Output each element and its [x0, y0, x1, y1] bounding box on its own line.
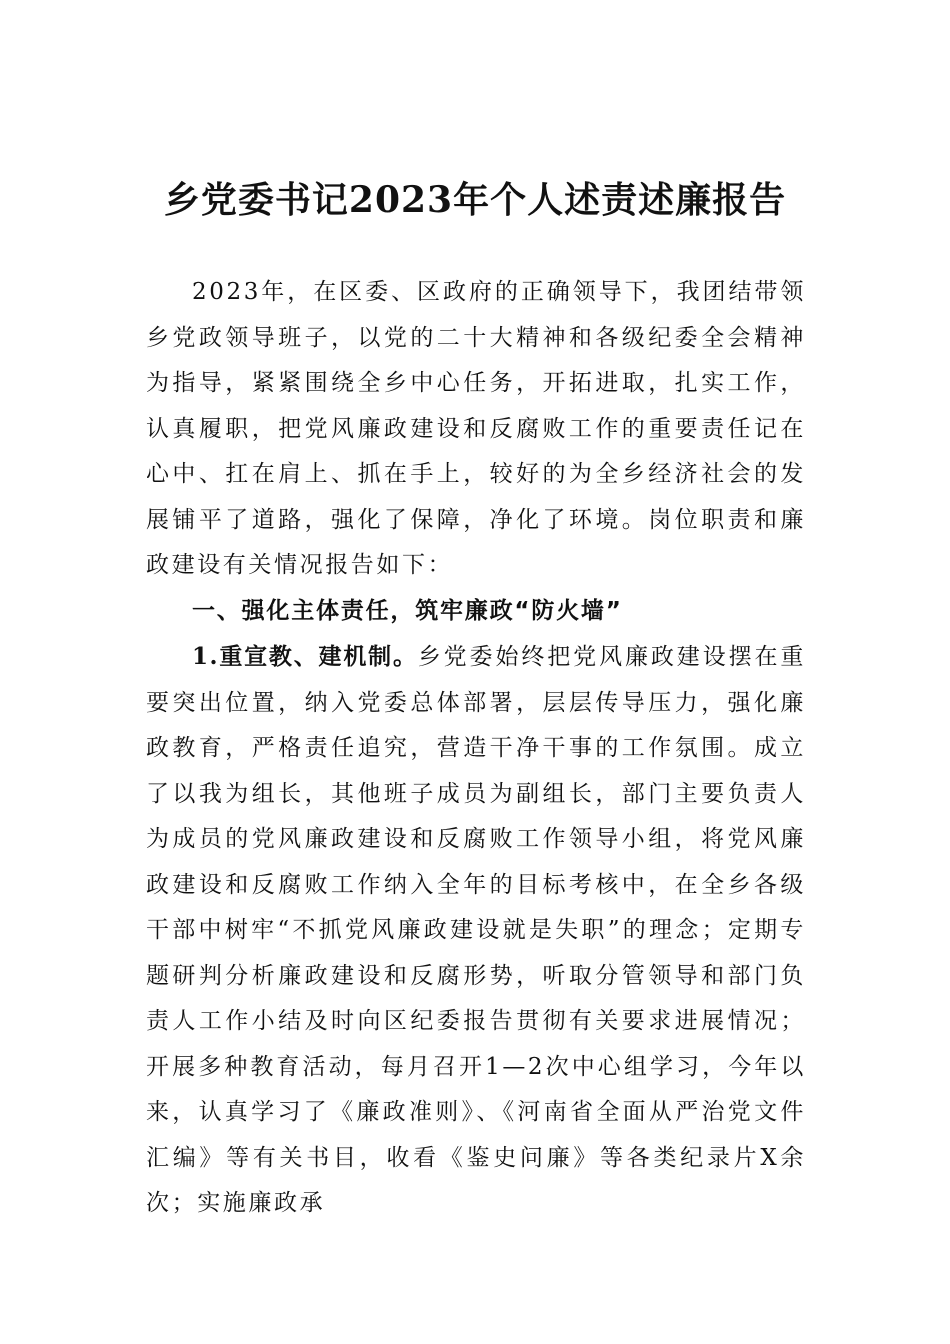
item-text-1: 乡党委始终把党风廉政建设摆在重要突出位置，纳入党委总体部署，层层传导压力，强化廉政教育，严格责任追究，营造干净干事的工作氛围。成立了以我为组长，其他班子成员为副组长，部门主要负责人为成员的党风廉政建设和反腐败工作领导小组，将党风廉政建设和反腐败工作纳入全年的目标考核中，在全乡各级干部中树牢“不抓党风廉政建设就是失职”的理念；定期专题研判分析廉政建设和反腐形势，听取分管领导和部门负责人工作小结及时向区纪委报告贯彻有关要求进展情况；开展多种教育活动，每月召开1—2次中心组学习，今年以来，认真学习了《廉政准则》、《河南省全面从严治党文件汇编》等有关书目，收看《鉴史问廉》等各类纪录片X余次；实施廉政承	[146, 644, 807, 1216]
document-title: 乡党委书记2023年个人述责述廉报告	[163, 179, 787, 221]
item-lead-1: 1.重宣教、建机制。	[192, 643, 418, 670]
item-paragraph-1	[146, 634, 806, 1227]
document-body	[146, 270, 806, 1227]
section-heading-1: 一、强化主体责任，筑牢廉政“防火墙”	[192, 597, 623, 624]
intro-paragraph: 2023年，在区委、区政府的正确领导下，我团结带领乡党政领导班子，以党的二十大精神和各级纪委全会精神为指导，紧紧围绕全乡中心任务，开拓进取，扎实工作，认真履职，把党风廉政建设和反腐败工作的重要责任记在心中、扛在肩上、抓在手上，较好的为全乡经济社会的发展铺平了道路，强化了保障，净化了环境。岗位职责和廉政建设有关情况报告如下：	[146, 279, 806, 578]
